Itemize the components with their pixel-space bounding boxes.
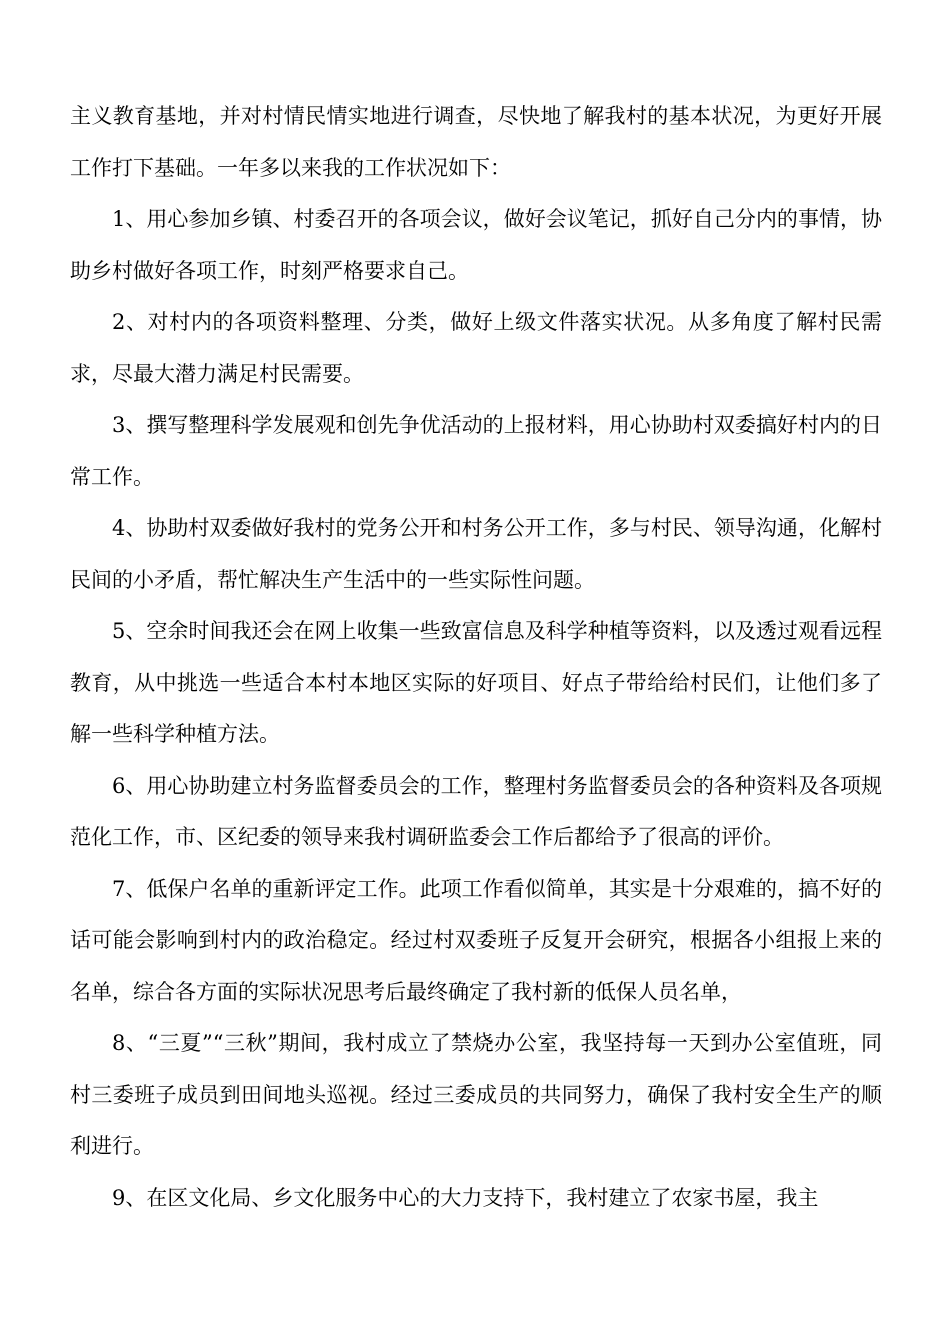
paragraph-item-4: 4、协助村双委做好我村的党务公开和村务公开工作，多与村民、领导沟通，化解村民间的小矛盾，帮忙解决生产生活中的一些实际性问题。 bbox=[70, 516, 882, 592]
paragraph-item-5: 5、空余时间我还会在网上收集一些致富信息及科学种植等资料，以及透过观看远程教育，从中挑选一些适合本村本地区实际的好项目、好点子带给给村民们，让他们多了解一些科学种植方法。 bbox=[70, 619, 882, 746]
document-body bbox=[70, 91, 882, 1224]
paragraph-item-8: 8、“三夏”“三秋”期间，我村成立了禁烧办公室，我坚持每一天到办公室值班，同村三委班子成员到田间地头巡视。经过三委成员的共同努力，确保了我村安全生产的顺利进行。 bbox=[70, 1031, 882, 1158]
paragraph-item-2: 2、对村内的各项资料整理、分类，做好上级文件落实状况。从多角度了解村民需求，尽最大潜力满足村民需要。 bbox=[70, 310, 882, 386]
paragraph-intro: 主义教育基地，并对村情民情实地进行调查，尽快地了解我村的基本状况，为更好开展工作打下基础。一年多以来我的工作状况如下： bbox=[70, 104, 882, 180]
paragraph-item-1: 1、用心参加乡镇、村委召开的各项会议，做好会议笔记，抓好自己分内的事情，协助乡村做好各项工作，时刻严格要求自己。 bbox=[70, 207, 882, 283]
paragraph-item-6: 6、用心协助建立村务监督委员会的工作，整理村务监督委员会的各种资料及各项规范化工作，市、区纪委的领导来我村调研监委会工作后都给予了很高的评价。 bbox=[70, 773, 882, 849]
paragraph-item-3: 3、撰写整理科学发展观和创先争优活动的上报材料，用心协助村双委搞好村内的日常工作。 bbox=[70, 413, 882, 489]
paragraph-item-7: 7、低保户名单的重新评定工作。此项工作看似简单，其实是十分艰难的，搞不好的话可能会影响到村内的政治稳定。经过村双委班子反复开会研究，根据各小组报上来的名单，综合各方面的实际状况思考后最终确定了我村新的低保人员名单， bbox=[70, 876, 882, 1004]
paragraph-item-9: 9、在区文化局、乡文化服务中心的大力支持下，我村建立了农家书屋，我主 bbox=[112, 1185, 819, 1210]
